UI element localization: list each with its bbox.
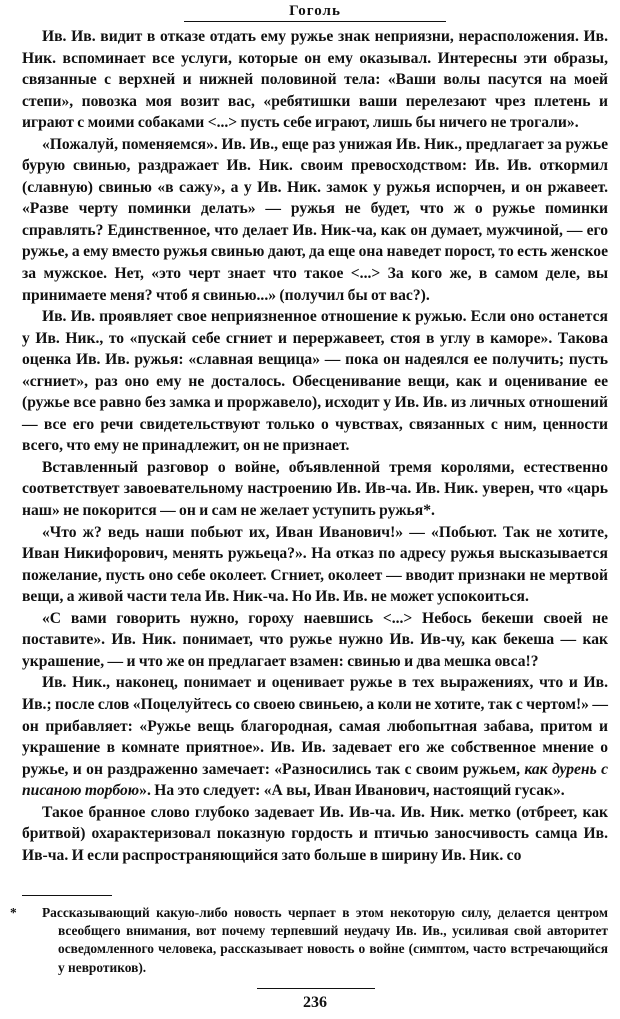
- page-number-rule: [257, 988, 375, 989]
- paragraph-7-text-after: ». На это следует: «А вы, Иван Иванович, настоящий гусак».: [139, 782, 565, 800]
- paragraph-3: Ив. Ив. проявляет свое неприязненное отношение к ружью. Если оно останется у Ив. Ник., то «пускай себе сгниет и перержавеет, стоя в углу в каморе». Такова оценка Ив. Ив. ружья: «славная вещица» — пока он надеялся ее получить; пусть «сгниет», раз оно ему не досталось. Обесценивание вещи, как и оценивание ее (ружье все равно без замка и проржавело), исходит у Ив. Ив. из личных отношений — все его речи свидетельствуют только о чувствах, связанных с ним, ценности всего, что ему не принадлежит, он не признает.: [22, 308, 608, 455]
- paragraph-6: «С вами говорить нужно, гороху наевшись <...> Небось бекеши своей не поставите». Ив. Ник. понимает, что ружье нужно Ив. Ив-чу, как бекеша — как украшение, — и что же он предлагает взамен: свинью и два мешка овса!?: [22, 609, 608, 670]
- footnote-marker: *: [10, 905, 17, 920]
- paragraph-7-italic-quote: как дурень с писаною торбою: [22, 760, 608, 800]
- book-page: [10, 0, 608, 1019]
- main-text: [22, 26, 608, 866]
- footnote: [10, 904, 608, 977]
- paragraph-7-text-before: Ив. Ник., наконец, понимает и оценивает ружье в тех выражениях, что и Ив. Ив.; после слов «Поцелуйтесь со своею свиньею, а коли не хотите, так с чертом!» — он прибавляет: «Ружье вещь благородная, самая любопытная забава, притом и украшение в комнате приятное». Ив. Ив. задевает его же собственное мнение о ружье, и он раздраженно замечает: «Разносились так с своим ружьем,: [22, 674, 608, 778]
- paragraph-5: «Что ж? ведь наши побьют их, Иван Иванович!» — «Побьют. Так не хотите, Иван Никифорович, менять ружьеца?». На отказ по адресу ружья высказывается пожелание, пусть оно себе околеет. Сгниет, околеет — вводит признаки не мертвой вещи, а живой части тела Ив. Ник-ча. Но Ив. Ив. не может успокоиться.: [22, 523, 608, 606]
- paragraph-2: «Пожалуй, поменяемся». Ив. Ив., еще раз унижая Ив. Ник., предлагает за ружье бурую свинью, раздражает Ив. Ник. своим превосходством: Ив. Ив. откормил (славную) свинью «в сажу», а у Ив. Ник. замок у ружья испорчен, и он ржавеет. «Разве черту поминки делать» — ружья не будет, что ж о ружье поминки справлять? Единственное, что делает Ив. Ник-ча, как он думает, мужчиной, — его ружье, а ему вместо ружья свинью дают, да еще она наведет порост, то есть женское за мужское. Нет, «это черт знает что такое <...> За кого же, в самом деле, вы принимаете меня? чтоб я свинью...» (получил бы от вас?).: [22, 135, 608, 304]
- header-rule: [184, 21, 446, 22]
- paragraph-8: Такое бранное слово глубоко задевает Ив. Ив-ча. Ив. Ник. метко (отбреет, как бритвой) охарактеризовал показную гордость и птичью заносчивость самца Ив. Ив-ча. И если распространяющийся зато больше в ширину Ив. Ник. со: [22, 803, 608, 864]
- paragraph-4: Вставленный разговор о войне, объявленной тремя королями, естественно соответствует завоевательному настроению Ив. Ив-ча. Ив. Ник. уверен, что «царь наш» не покорится — он и сам не желает уступить ружья*.: [22, 458, 608, 520]
- page-number: 236: [303, 994, 327, 1011]
- paragraph-7: [22, 672, 608, 801]
- paragraph-1: Ив. Ив. видит в отказе отдать ему ружье знак неприязни, нерасположения. Ив. Ник. вспоминает все услуги, которые он ему оказывал. Интересны эти образы, связанные с верхней и нижней половиной тела: «Ваши волы пасутся на моей степи», повозка моя возит вас, «ребятишки ваши перелезают чрез плетень и играют с моими собаками <...> пусть себе играют, лишь бы ничего не трогали».: [22, 28, 608, 132]
- footnote-rule: [22, 895, 112, 896]
- footnote-text: Рассказывающий какую-либо новость черпает в этом некоторую силу, делается центром всеобщего внимания, вот почему терпевший неудачу Ив. Ив., усиливая свой авторитет осведомленного человека, рассказывает новость о войне (симптом, часто встречающийся у невротиков).: [42, 905, 608, 975]
- running-title: Гоголь: [289, 3, 341, 19]
